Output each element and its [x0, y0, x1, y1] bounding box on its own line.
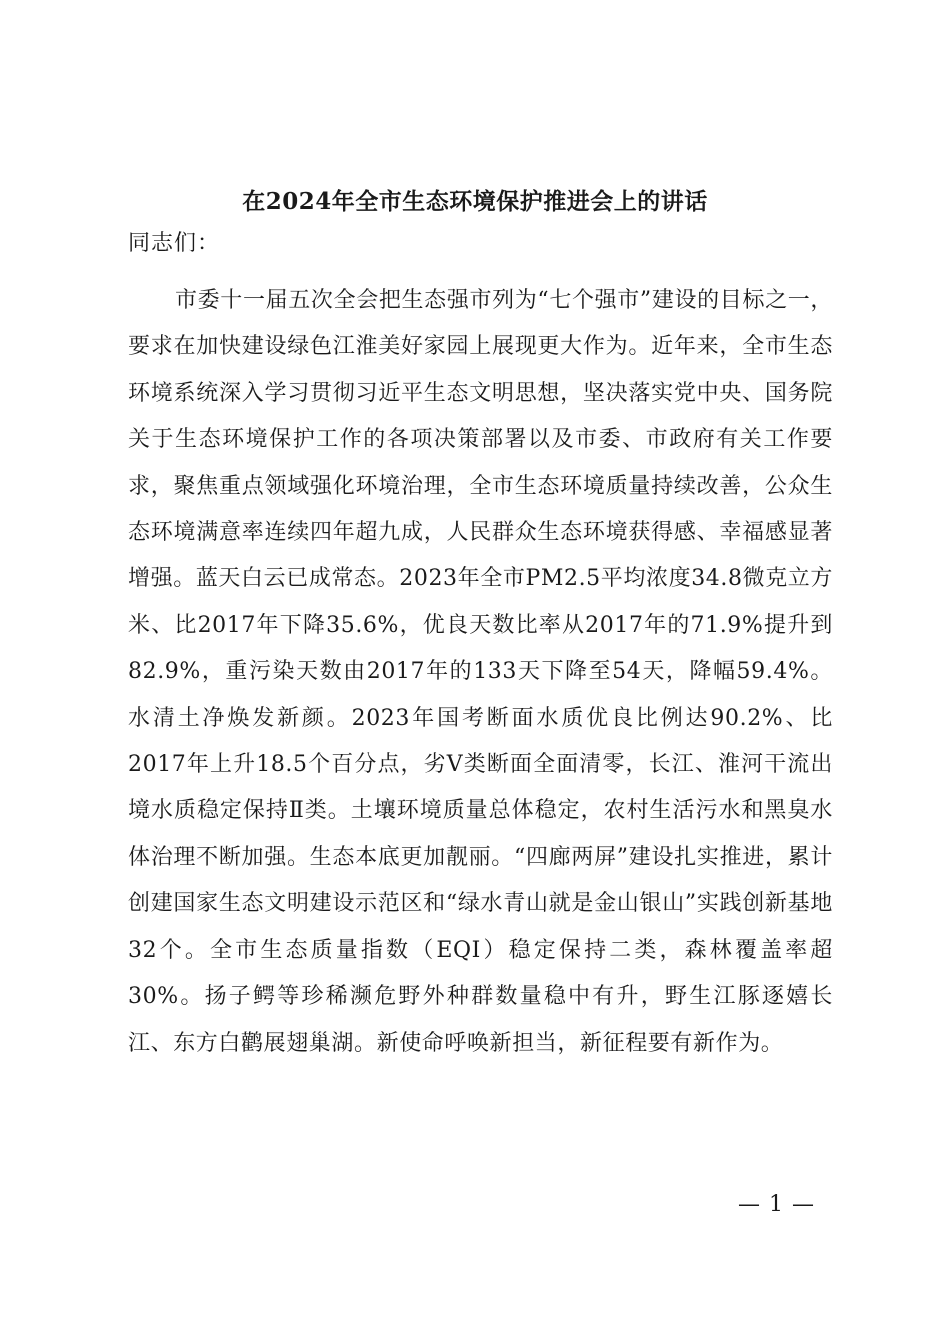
- body-paragraph: 市委十一届五次全会把生态强市列为“七个强市”建设的目标之一，要求在加快建设绿色江淮美好家园上展现更大作为。近年来，全市生态环境系统深入学习贯彻习近平生态文明思想，坚决落实党中央、国务院关于生态环境保护工作的各项决策部署以及市委、市政府有关工作要求，聚焦重点领域强化环境治理，全市生态环境质量持续改善，公众生态环境满意率连续四年超九成，人民群众生态环境获得感、幸福感显著增强。蓝天白云已成常态。2023年全市PM2.5平均浓度34.8微克立方米、比2017年下降35.6%，优良天数比率从2017年的71.9%提升到82.9%，重污染天数由2017年的133天下降至54天，降幅59.4%。水清土净焕发新颜。2023年国考断面水质优良比例达90.2%、比2017年上升18.5个百分点，劣Ⅴ类断面全面清零，长江、淮河干流出境水质稳定保持Ⅱ类。土壤环境质量总体稳定，农村生活污水和黑臭水体治理不断加强。生态本底更加靓丽。“四廊两屏”建设扎实推进，累计创建国家生态文明建设示范区和“绿水青山就是金山银山”实践创新基地32个。全市生态质量指数（EQI）稳定保持二类，森林覆盖率超30%。扬子鳄等珍稀濒危野外种群数量稳中有升，野生江豚逐嬉长江、东方白鹳展翅巢湖。新使命呼唤新担当，新征程要有新作为。: [128, 288, 833, 1056]
- page-number: — 1 —: [738, 1192, 815, 1217]
- document-title: 在2024年全市生态环境保护推进会上的讲话: [242, 188, 708, 215]
- salutation: 同志们：: [128, 231, 221, 256]
